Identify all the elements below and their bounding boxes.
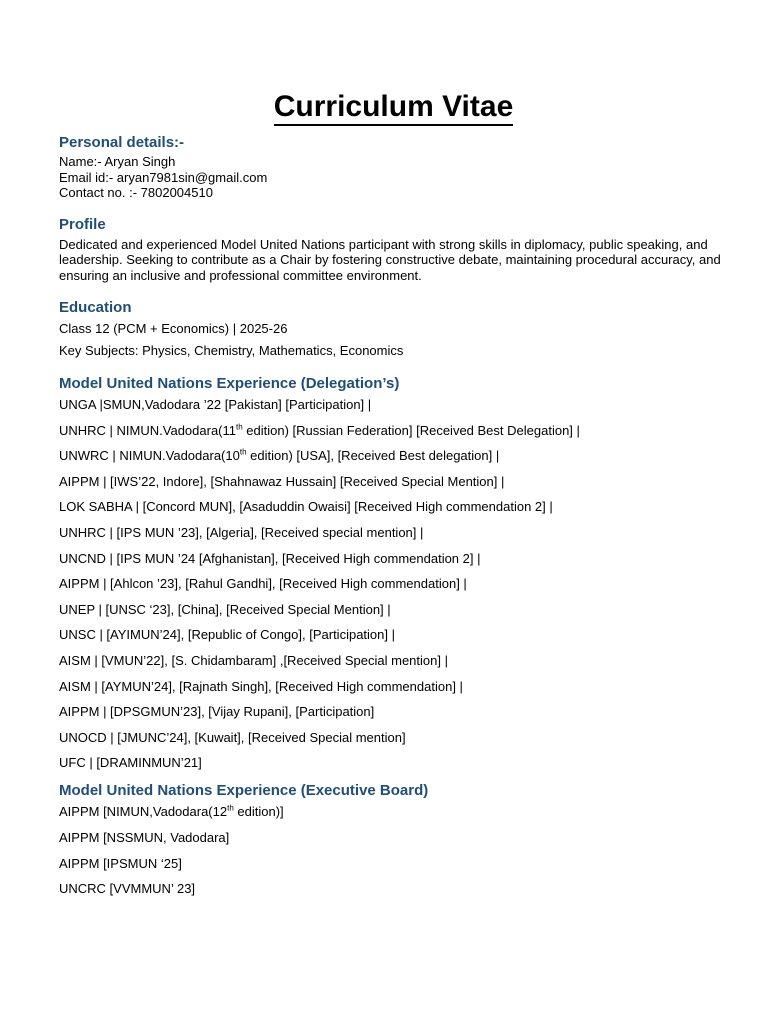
ordinal-suffix: th: [227, 803, 234, 813]
ordinal-suffix: th: [236, 422, 243, 432]
experience-text: AIPPM [NSSMUN, Vadodara]: [59, 829, 230, 845]
executive-list: [59, 804, 728, 896]
document-title-wrap: [59, 90, 728, 126]
experience-text: edition) [Russian Federation] [Received Best Delegation] |: [242, 422, 580, 438]
experience-item: [59, 653, 728, 668]
experience-item: [59, 856, 728, 871]
experience-text: LOK SABHA | [Concord MUN], [Asaduddin Owaisi] [Received High commendation 2] |: [59, 499, 553, 515]
experience-text: AIPPM [NIMUN,Vadodara(12: [59, 804, 228, 820]
education-heading: Education: [59, 299, 132, 316]
delegations-list: [59, 397, 728, 770]
personal-contact: Contact no. :- 7802004510: [59, 185, 213, 200]
experience-text: UFC | [DRAMINMUN’21]: [59, 755, 202, 771]
experience-item: [59, 755, 728, 770]
experience-text: UNEP | [UNSC ‘23], [China], [Received Special Mention] |: [59, 601, 391, 617]
experience-item: [59, 423, 728, 438]
experience-item: [59, 830, 728, 845]
experience-item: [59, 679, 728, 694]
executive-heading: Model United Nations Experience (Executive Board): [59, 782, 429, 800]
experience-text: AIPPM | [DPSGMUN’23], [Vijay Rupani], [Participation]: [59, 704, 375, 720]
education-section: [59, 299, 728, 358]
experience-text: UNHRC | NIMUN.Vadodara(11: [59, 422, 236, 438]
experience-item: [59, 551, 728, 566]
personal-name: Name:- Aryan Singh: [59, 154, 176, 169]
executive-section: [59, 782, 728, 896]
experience-text: AISM | [AYMUN’24], [Rajnath Singh], [Received High commendation] |: [59, 678, 463, 694]
experience-text: UNHRC | [IPS MUN ’23], [Algeria], [Received special mention] |: [59, 524, 424, 540]
experience-text: AIPPM [IPSMUN ‘25]: [59, 855, 182, 871]
experience-text: AISM | [VMUN’22], [S. Chidambaram] ,[Received Special mention] |: [59, 652, 448, 668]
experience-item: [59, 881, 728, 896]
experience-item: [59, 627, 728, 642]
experience-item: [59, 602, 728, 617]
experience-item: [59, 730, 728, 745]
personal-email: Email id:- aryan7981sin@gmail.com: [59, 169, 268, 185]
experience-item: [59, 448, 728, 463]
experience-text: edition)]: [233, 804, 284, 820]
experience-text: AIPPM | [Ahlcon ’23], [Rahul Gandhi], [Received High commendation] |: [59, 576, 467, 592]
experience-item: [59, 499, 728, 514]
ordinal-suffix: th: [239, 447, 247, 457]
experience-item: [59, 804, 728, 819]
delegations-heading: Model United Nations Experience (Delegation’s): [59, 375, 400, 392]
experience-item: [59, 474, 728, 489]
experience-text: UNCRC [VVMMUN’ 23]: [59, 881, 196, 897]
experience-item: [59, 397, 728, 412]
profile-heading: Profile: [59, 215, 106, 233]
delegations-section: [59, 375, 728, 770]
profile-text: Dedicated and experienced Model United Nations participant with strong skills in diplomacy, public speaking, and leadership. Seeking to contribute as a Chair by fostering constructive debate, maintaining procedural accuracy, and ensuring an inclusive and professional committee environment.: [59, 236, 721, 283]
education-line: Class 12 (PCM + Economics) | 2025-26: [59, 321, 288, 336]
experience-text: edition) [USA], [Received Best delegation] |: [246, 448, 500, 464]
experience-text: UNCND | [IPS MUN ’24 [Afghanistan], [Received High commendation 2] |: [59, 550, 481, 566]
education-line: Key Subjects: Physics, Chemistry, Mathematics, Economics: [59, 343, 404, 358]
experience-text: UNGA |SMUN,Vadodara ’22 [Pakistan] [Participation] |: [59, 397, 372, 412]
personal-section: [59, 134, 728, 201]
personal-heading: Personal details:-: [59, 134, 185, 151]
experience-text: UNWRC | NIMUN.Vadodara(10: [59, 448, 240, 464]
profile-section: [59, 216, 728, 284]
experience-item: [59, 525, 728, 540]
document-title: Curriculum Vitae: [274, 90, 514, 126]
experience-text: UNOCD | [JMUNC’24], [Kuwait], [Received Special mention]: [59, 729, 406, 745]
experience-text: AIPPM | [IWS’22, Indore], [Shahnawaz Hussain] [Received Special Mention] |: [59, 473, 505, 489]
experience-text: UNSC | [AYIMUN’24], [Republic of Congo], [Participation] |: [59, 627, 395, 643]
experience-item: [59, 704, 728, 719]
experience-item: [59, 576, 728, 591]
